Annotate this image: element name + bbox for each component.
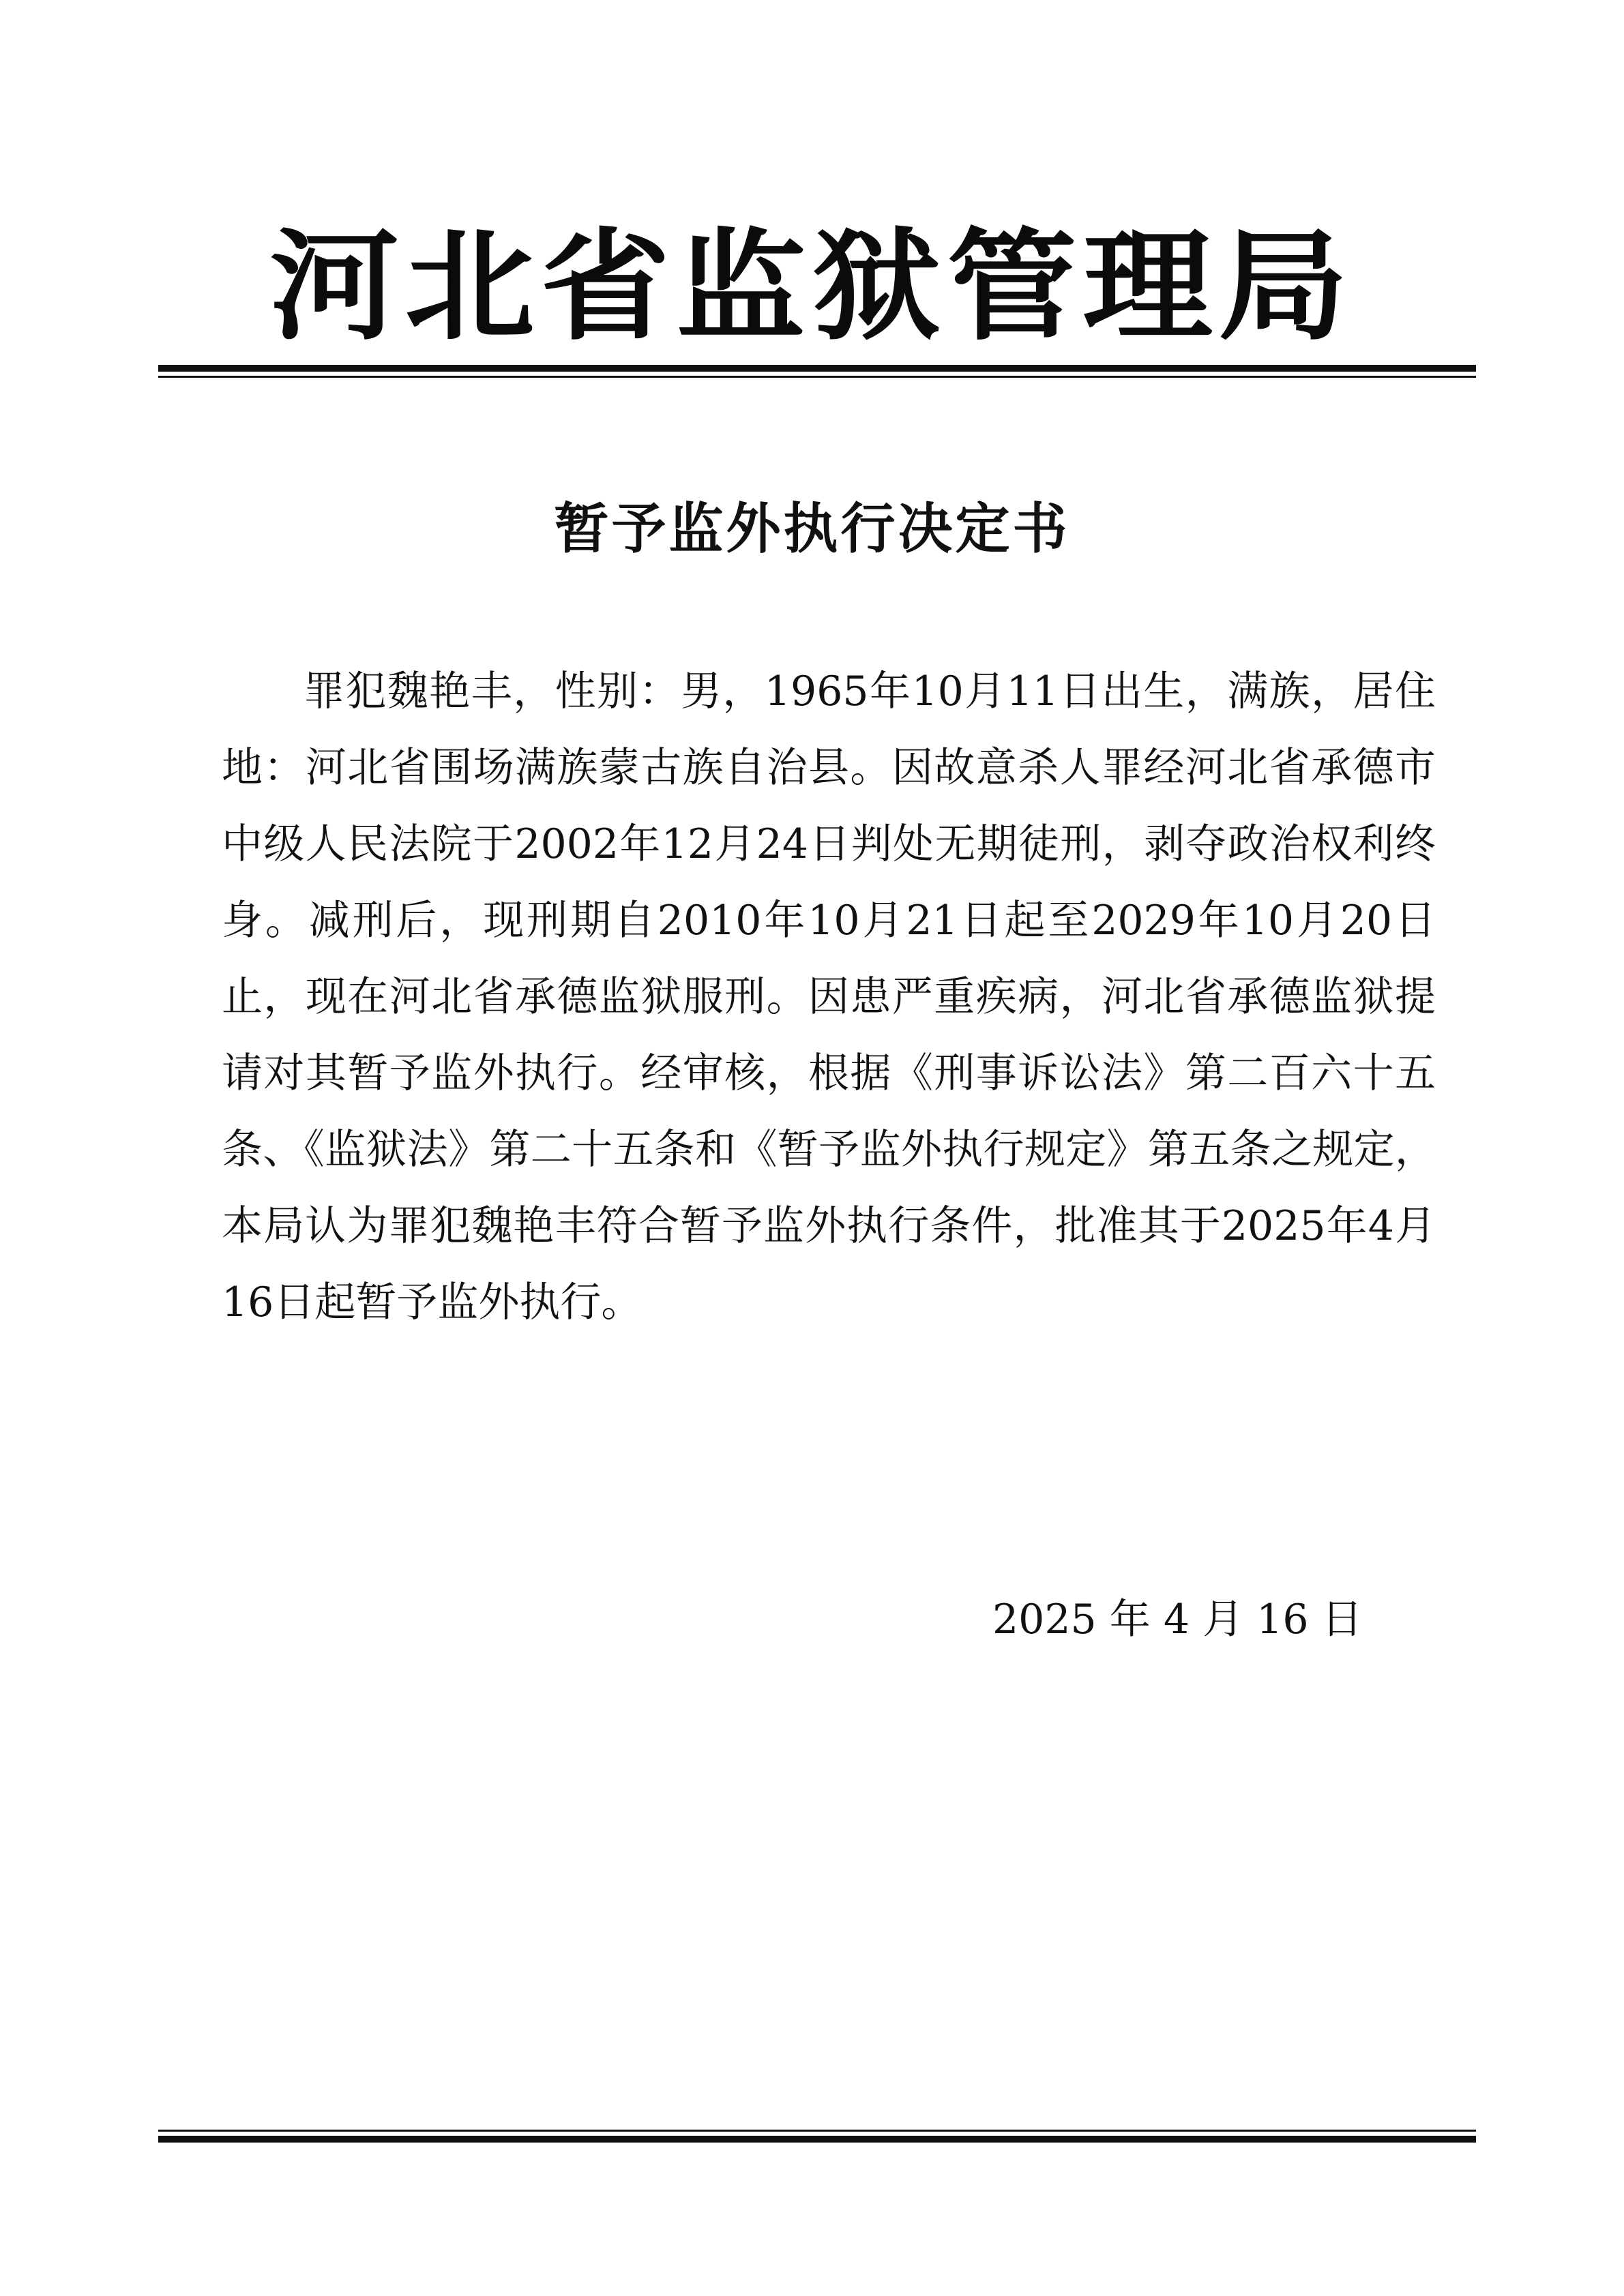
body-paragraph: 罪犯魏艳丰，性别：男，1965年10月11日出生，满族，居住地：河北省围场满族蒙古族自治县。因故意杀人罪经河北省承德市中级人民法院于2002年12月24日判处无期徒刑，剥夺政治权利终身。减刑后，现刑期自2010年10月21日起至2029年10月20日止，现在河北省承德监狱服刑。因患严重疾病，河北省承德监狱提请对其暂予监外执行。经审核，根据《刑事诉讼法》第二百六十五条、《监狱法》第二十五条和《暂予监外执行规定》第五条之规定，本局认为罪犯魏艳丰符合暂予监外执行条件，批准其于2025年4月16日起暂予监外执行。: [222, 668, 1436, 1326]
footer-rule-thin: [158, 2130, 1476, 2132]
letterhead: [0, 215, 1624, 357]
footer-rule-thick: [158, 2136, 1476, 2143]
header-rule-thin: [158, 376, 1476, 378]
agency-name: 河北省监狱管理局: [269, 215, 1355, 357]
header-rule-thick: [158, 365, 1476, 372]
document-title: 暂予监外执行决定书: [554, 496, 1070, 561]
document-body: [222, 653, 1436, 1341]
document-date: 2025 年 4 月 16 日: [992, 1596, 1363, 1643]
